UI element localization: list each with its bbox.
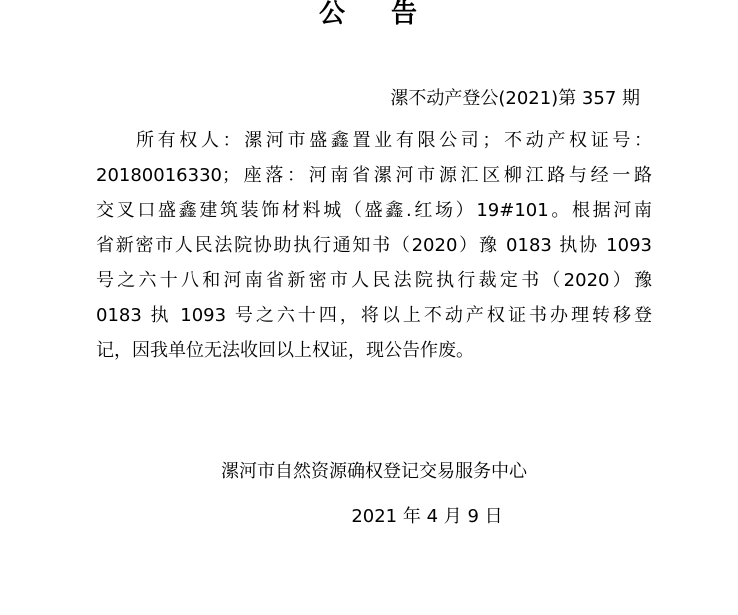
body-line-2: 20180016330；座落：河南省漯河市源汇区柳江路与经一路: [96, 165, 652, 186]
body-line-1: 所有权人：漯河市盛鑫置业有限公司；不动产权证号：: [136, 130, 652, 151]
body-line-7: 记，因我单位无法收回以上权证，现公告作废。: [96, 340, 474, 361]
body-line-6: 0183 执 1093 号之六十四，将以上不动产权证书办理转移登: [96, 305, 652, 326]
issue-date: 2021 年 4 月 9 日: [351, 506, 503, 527]
body-line-5: 号之六十八和河南省新密市人民法院执行裁定书（2020）豫: [96, 270, 652, 291]
document-number: 漯不动产登公(2021)第 357 期: [390, 88, 640, 109]
title-char-1: 公: [318, 0, 347, 29]
notice-body: [96, 123, 652, 368]
notice-title: [0, 0, 738, 36]
body-line-4: 省新密市人民法院协助执行通知书（2020）豫 0183 执协 1093: [96, 235, 652, 256]
body-line-3: 交叉口盛鑫建筑装饰材料城（盛鑫.红场）19#101。根据河南: [96, 200, 652, 221]
title-char-2: 告: [391, 0, 420, 29]
issuing-authority: 漯河市自然资源确权登记交易服务中心: [221, 461, 527, 482]
